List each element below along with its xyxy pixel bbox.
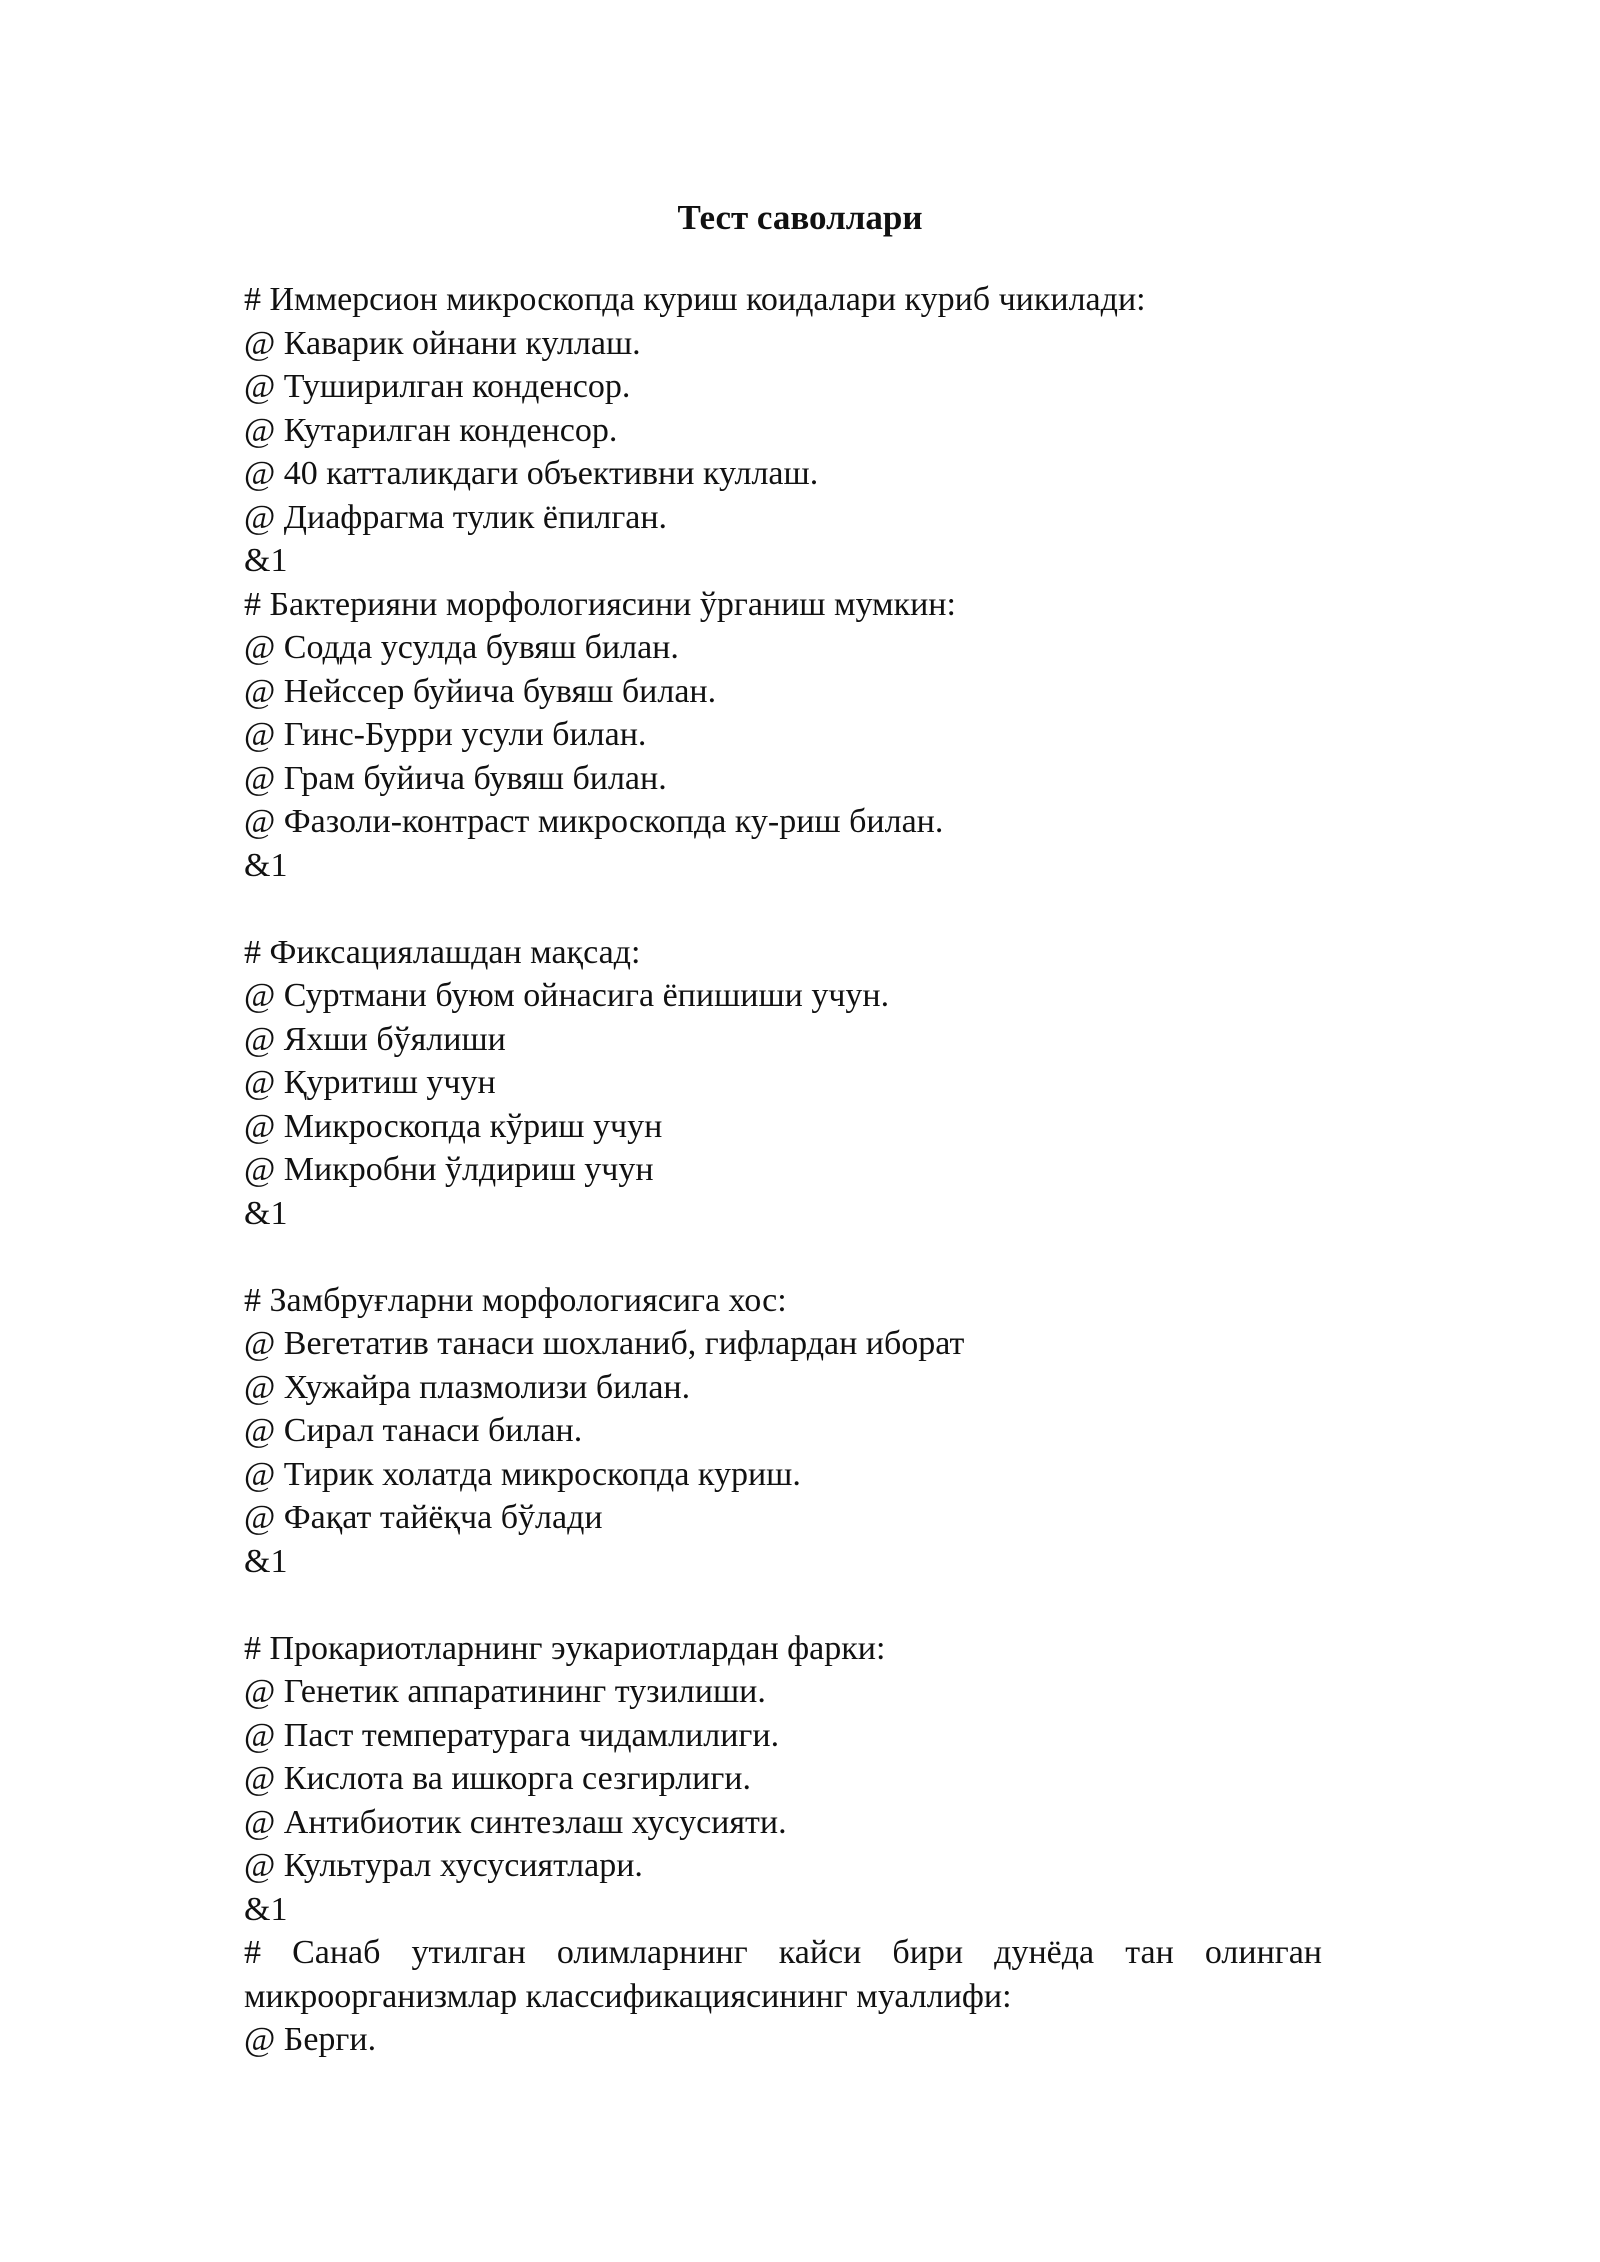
q4-option-2: @ Хужайра плазмолизи билан. <box>244 1368 691 1406</box>
q1-option-3: @ Кутарилган конденсор. <box>244 411 618 449</box>
q1-option-4: @ 40 катталикдаги объективни куллаш. <box>244 455 819 492</box>
q5-option-3: @ Кислота ва ишкорга сезгирлиги. <box>244 1760 751 1797</box>
q3-answer: &1 <box>244 1194 288 1232</box>
q1-option-2: @ Туширилган конденсор. <box>244 368 631 405</box>
q5-answer: &1 <box>244 1890 288 1928</box>
blank-line <box>244 1583 1322 1627</box>
q3-option-3: @ Қуритиш учун <box>244 1064 496 1101</box>
question-5: # Прокариотларнинг эукариотлардан фарки: <box>244 1629 886 1667</box>
q2-option-2: @ Нейссер буйича бувяш билан. <box>244 672 717 710</box>
q5-option-2: @ Паст температурага чидамлилиги. <box>244 1716 780 1754</box>
question-3: # Фиксациялашдан мақсад: <box>244 933 641 971</box>
q4-option-4: @ Тирик холатда микроскопда куриш. <box>244 1455 801 1493</box>
q4-answer: &1 <box>244 1542 288 1580</box>
blank-line <box>244 1235 1322 1279</box>
question-6-line-1: # Санаб утилган олимларнинг кайси бири дунёда тан олинган <box>244 1934 1322 1971</box>
q3-option-2: @ Яхши бўялиши <box>244 1020 506 1058</box>
question-2: # Бактерияни морфологиясини ўрганиш мумкин: <box>244 585 956 623</box>
question-4: # Замбруғларни морфологиясига хос: <box>244 1281 787 1319</box>
blank-line <box>244 887 1322 931</box>
q1-option-5: @ Диафрагма тулик ёпилган. <box>244 498 668 536</box>
question-1: # Иммерсион микроскопда куриш коидалари куриб чикилади: <box>244 281 1146 318</box>
question-6-line-2: микроорганизмлар классификациясининг муаллифи: <box>244 1977 1012 2015</box>
q1-option-1: @ Каварик ойнани куллаш. <box>244 324 641 362</box>
q4-option-5: @ Фақат тайёқча бўлади <box>244 1499 603 1536</box>
q3-option-5: @ Микробни ўлдириш учун <box>244 1151 654 1188</box>
q5-option-4: @ Антибиотик синтезлаш хусусияти. <box>244 1803 787 1841</box>
q4-option-1: @ Вегетатив танаси шохланиб, гифлардан иборат <box>244 1325 965 1362</box>
q3-option-1: @ Суртмани буюм ойнасига ёпишиши учун. <box>244 977 890 1014</box>
q2-option-5: @ Фазоли-контраст микроскопда ку-риш билан. <box>244 803 944 840</box>
q2-answer: &1 <box>244 846 288 884</box>
test-questions <box>244 278 1322 2062</box>
q2-option-3: @ Гинс-Бурри усули билан. <box>244 716 647 753</box>
q2-option-4: @ Грам буйича бувяш билан. <box>244 759 667 797</box>
q5-option-1: @ Генетик аппаратининг тузилиши. <box>244 1673 766 1710</box>
q3-option-4: @ Микроскопда кўриш учун <box>244 1107 663 1145</box>
page-title: Тест саволлари <box>677 198 923 237</box>
q6-option-1: @ Берги. <box>244 2021 377 2058</box>
q1-answer: &1 <box>244 542 288 579</box>
q4-option-3: @ Сирал танаси билан. <box>244 1412 583 1449</box>
q2-option-1: @ Содда усулда бувяш билан. <box>244 629 679 666</box>
q5-option-5: @ Культурал хусусиятлари. <box>244 1847 643 1884</box>
